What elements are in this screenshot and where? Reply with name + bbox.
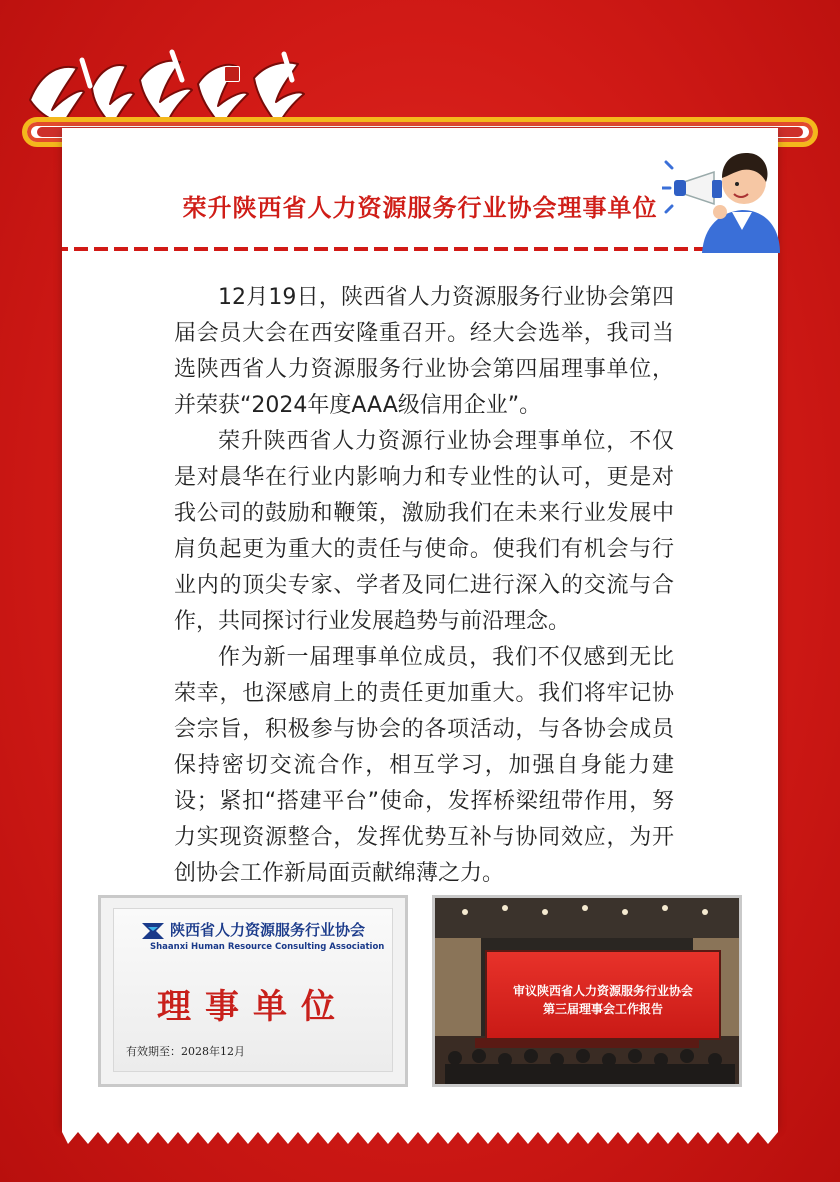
plaque (113, 908, 393, 1072)
article-title: 荣升陕西省人力资源服务行业协会理事单位 (182, 193, 658, 222)
seal-stamp-icon (224, 66, 240, 82)
paragraph: 作为新一届理事单位成员，我们不仅感到无比荣幸，也深感肩上的责任更加重大。我们将牢记协会宗旨，积极参与协会的各项活动，与各协会成员保持密切交流合作，相互学习，加强自身能力建设；紧扣“搭建平台”使命，发挥桥梁纽带作用，努力实现资源整合，发挥优势互补与协同效应，为开创协会工作新局面贡献绵薄之力。 (174, 645, 674, 886)
projector-screen (485, 950, 721, 1040)
association-logo-icon (138, 919, 168, 943)
paper-torn-edge (62, 1128, 778, 1146)
megaphone-person-icon (662, 138, 782, 253)
association-name-cn: 陕西省人力资源服务行业协会 (170, 921, 366, 939)
plaque-title: 理事单位 (157, 987, 349, 1027)
screen-text-line1: 审议陕西省人力资源服务行业协会 (512, 984, 693, 998)
paragraph: 荣升陕西省人力资源行业协会理事单位，不仅是对晨华在行业内影响力和专业性的认可，更是对我公司的鼓励和鞭策，激励我们在未来行业发展中肩负起更为重大的责任与使命。使我们有机会与行业内的顶尖专家、学者及同仁进行深入的交流与合作，共同探讨行业发展趋势与前沿理念。 (174, 429, 674, 634)
meeting-photo (432, 895, 742, 1087)
screen-text-line2: 第三届理事会工作报告 (542, 1002, 663, 1016)
plaque-photo (98, 895, 408, 1087)
paragraph: 12月19日，陕西省人力资源服务行业协会第四届会员大会在西安隆重召开。经大会选举，我司当选陕西省人力资源服务行业协会第四届理事单位，并荣获“2024年度AAA级信用企业”。 (174, 285, 674, 418)
association-name-en: Shaanxi Human Resource Consulting Association (150, 942, 385, 952)
plaque-valid-until: 有效期至：2028年12月 (126, 1045, 245, 1058)
article-body (174, 280, 674, 892)
